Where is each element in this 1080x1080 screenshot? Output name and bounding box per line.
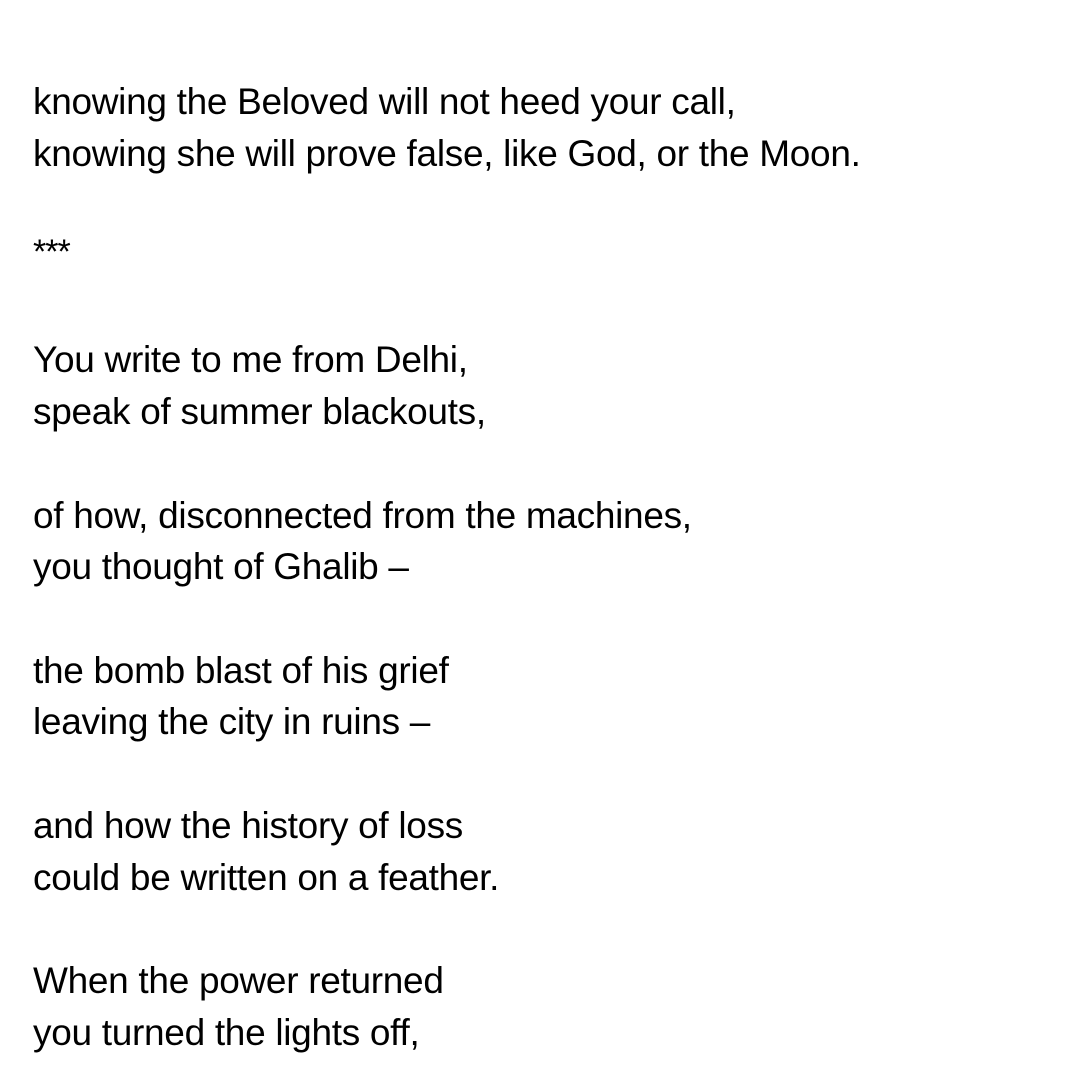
poem-page xyxy=(33,0,1053,1080)
poem-line: of how, disconnected from the machines, xyxy=(33,495,692,536)
poem-line: and how the history of loss xyxy=(33,805,463,846)
poem-line: the bomb blast of his grief xyxy=(33,650,449,691)
poem-line: knowing the Beloved will not heed your call, xyxy=(33,81,736,122)
poem-line: could be written on a feather. xyxy=(33,857,500,898)
poem-line: you turned the lights off, xyxy=(33,1012,420,1053)
poem-line: you thought of Ghalib – xyxy=(33,546,409,587)
poem-line: leaving the city in ruins – xyxy=(33,701,431,742)
section-divider: *** xyxy=(33,233,70,271)
poem-line: knowing she will prove false, like God, or the Moon. xyxy=(33,133,861,174)
poem-line: You write to me from Delhi, xyxy=(33,339,468,380)
poem-line: speak of summer blackouts, xyxy=(33,391,486,432)
poem-line: When the power returned xyxy=(33,960,444,1001)
